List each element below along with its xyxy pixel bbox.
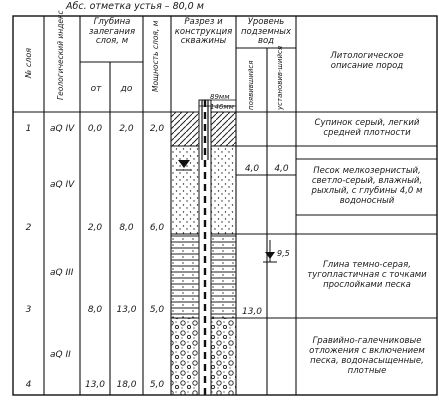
layer-2-to: 8,0: [119, 223, 134, 233]
layer-4-index: aQ II: [50, 350, 71, 360]
layer-1-no: 1: [25, 124, 32, 134]
layer-2-no: 2: [25, 223, 32, 233]
layer-2-thickness: 6,0: [149, 223, 165, 233]
casing-diameter-146: 146мм: [210, 103, 234, 111]
header-depth-to: до: [120, 84, 133, 94]
layer-2-description: Песок мелкозернистый, светло-серый, влажный, рыхлый, с глубины 4,0 м водоносный: [311, 166, 423, 206]
layer-3-from: 8,0: [87, 305, 103, 315]
header-layer-no: № слоя: [24, 47, 33, 78]
layer-2-index: aQ IV: [50, 180, 75, 190]
header-water-appeared: появившийся: [247, 60, 255, 110]
header-water: Уровень подземных вод: [240, 17, 292, 46]
header-water-established: установив-шийся: [276, 45, 284, 110]
header-geo-index: Геологический индекс: [56, 10, 65, 100]
layer-3-index: aQ III: [50, 268, 74, 278]
layer-1-to: 2,0: [119, 124, 134, 134]
layer-4-to: 18,0: [116, 380, 137, 390]
layer-1-description: Супинок серый, легкий средней плотности: [314, 118, 420, 138]
header-lithology: Литологическое описание пород: [330, 51, 404, 71]
layer-3-to: 13,0: [116, 305, 137, 315]
header-depth: Глубина залегания слоя, м: [88, 17, 136, 46]
layer-4-thickness: 5,0: [149, 380, 165, 390]
header-thickness: Мощность слоя, м: [151, 20, 160, 92]
layer-3-no: 3: [25, 305, 32, 315]
layer-2-from: 2,0: [87, 223, 103, 233]
layer-1-index: aQ IV: [50, 124, 75, 134]
layer-2-water-appeared: 4,0: [244, 164, 260, 174]
layer-4-no: 4: [25, 380, 32, 390]
layer-4-from: 13,0: [84, 380, 106, 390]
layer-3-thickness: 5,0: [149, 305, 165, 315]
header-depth-from: от: [90, 84, 102, 94]
layer-1-thickness: 2,0: [149, 124, 165, 134]
header-section: Разрез и конструкция скважины: [174, 17, 233, 46]
layer-3-description: Глина темно-серая, тугопластичная с точками прослойками песка: [307, 260, 427, 290]
casing-diameter-89: 89мм: [210, 93, 230, 101]
layer-3-water-appeared: 13,0: [241, 307, 263, 317]
layer-4-description: Гравийно-галечниковые отложения с включением песка, водонасыщенные, плотные: [309, 336, 425, 376]
layer-3-water-established: 9,5: [277, 249, 290, 258]
layer-1-from: 0,0: [87, 124, 103, 134]
collar-elevation-caption: Абс. отметка устья – 80,0 м: [66, 1, 204, 12]
layer-2-water-established: 4,0: [274, 164, 289, 174]
